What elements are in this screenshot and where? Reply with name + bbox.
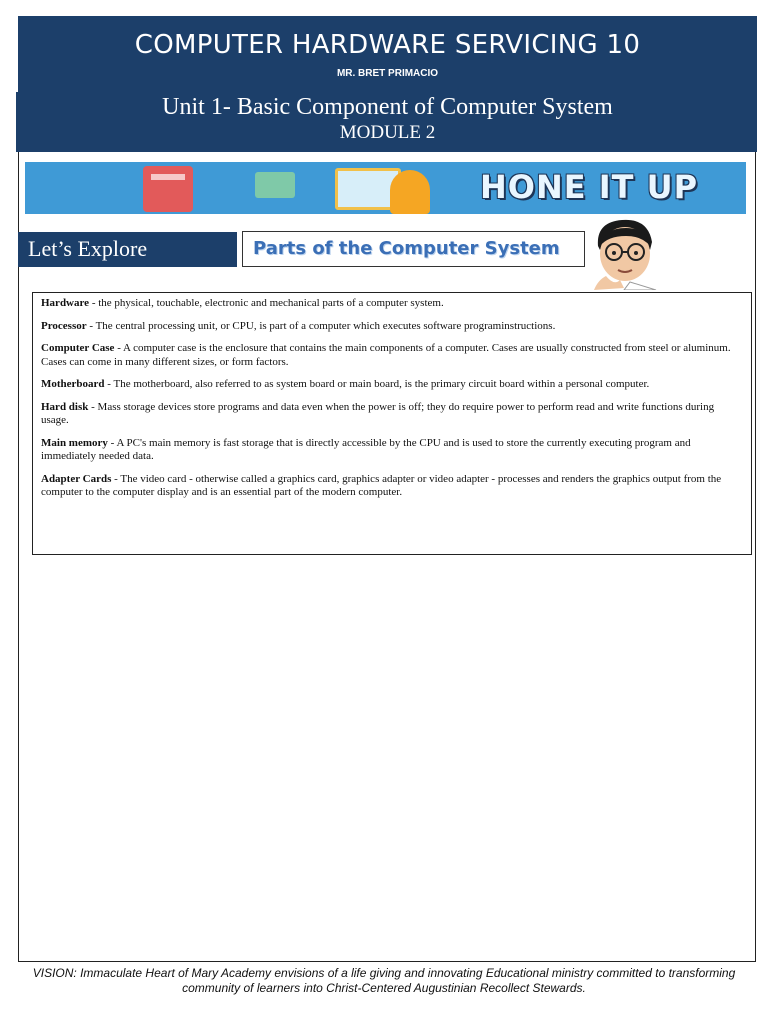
term-name: Computer Case [41,342,115,354]
classroom-illustration-icon [225,164,455,214]
term-entry [41,342,743,369]
section-label: Let’s Explore [18,232,237,267]
term-name: Motherboard [41,378,105,390]
topic-title-box [242,231,585,267]
term-definition: - The motherboard, also referred to as system board or main board, is the primary circuit board within a personal computer. [104,378,650,390]
term-definition: - The central processing unit, or CPU, is part of a computer which executes software programinstructions. [86,319,556,332]
term-name: Adapter Cards [41,472,112,485]
term-entry [41,297,743,311]
book-illustration-icon [143,166,193,212]
topic-title: Parts of the Computer System [253,238,560,259]
term-definition: - A PC's main memory is fast storage that is directly accessible by the CPU and is used to store the currently executing program and immediately needed data. [41,436,691,462]
banner-text: HONE IT UP [480,168,699,206]
term-definition: - the physical, touchable, electronic and mechanical parts of a computer system. [89,297,444,309]
unit-title: Unit 1- Basic Component of Computer System [162,94,613,120]
teacher-name: MR. BRET PRIMACIO [336,68,439,79]
term-entry [41,320,743,334]
term-name: Hard disk [41,400,89,413]
hone-it-up-banner [25,162,746,214]
term-name: Processor [41,319,87,332]
term-entry [41,473,743,500]
teacher-avatar-icon [584,216,664,290]
course-title: COMPUTER HARDWARE SERVICING 10 [134,30,641,60]
term-entry [41,401,743,428]
term-entry [41,437,743,464]
term-name: Main memory [41,436,108,449]
vision-statement: VISION: Immaculate Heart of Mary Academy envisions of a life giving and innovating Educational ministry committed to transforming community of learners into Christ-Centered Augustinian Recollect Stewards. [32,966,736,995]
term-entry [41,378,743,392]
module-label: MODULE 2 [339,122,436,143]
term-definition: - Mass storage devices store programs and data even when the power is off; they do require power to perform read and write functions during usage. [41,400,715,426]
definitions-box [32,292,752,555]
term-definition: - The video card - otherwise called a graphics card, graphics adapter or video adapter - processes and renders the graphics output from the computer to the computer display and is an essential part of the modern computer. [41,472,722,498]
term-definition: - A computer case is the enclosure that contains the main components of a computer. Cases are usually constructed from steel or aluminum. Cases can come in many different sizes, or form factors. [41,342,731,368]
header-notch [16,92,19,152]
document-header [18,16,757,152]
term-name: Hardware [41,297,90,309]
